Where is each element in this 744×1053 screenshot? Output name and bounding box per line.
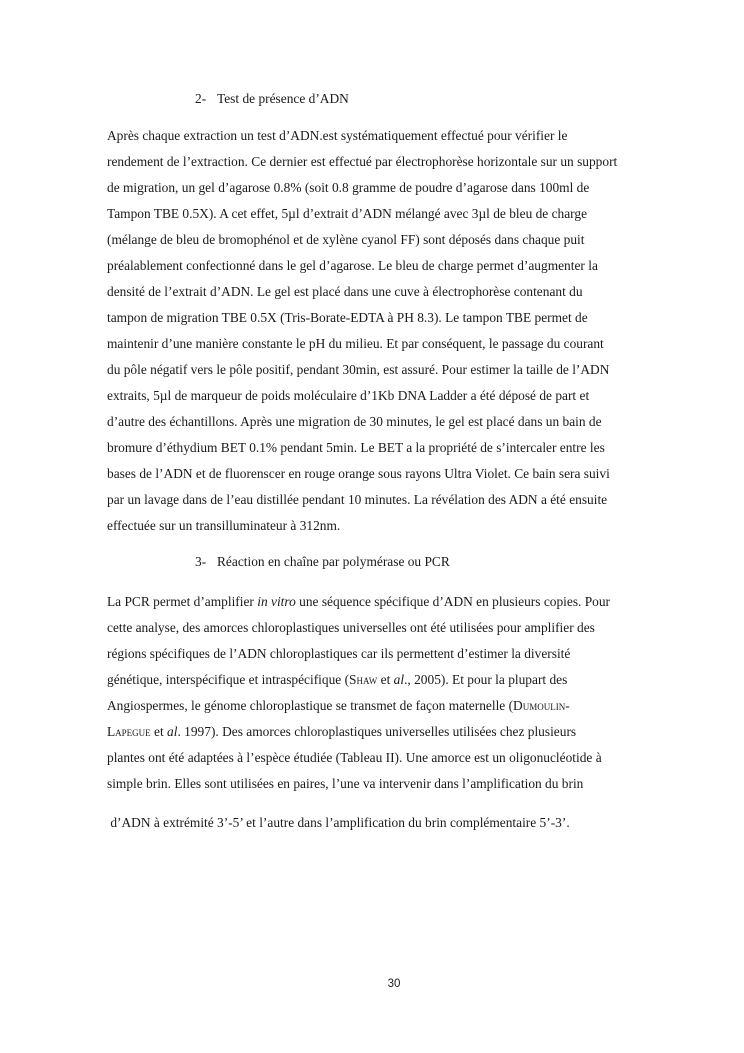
text-line: plantes ont été adaptées à l’espèce étudiée (Tableau II). Une amorce est un oligonucléotide à bbox=[107, 750, 602, 765]
text-line: du pôle négatif vers le pôle positif, pendant 30min, est assuré. Pour estimer la taille de l’ADN bbox=[107, 362, 610, 377]
citation-author: Shaw bbox=[349, 672, 378, 687]
text-run: ., 2005). Et pour la plupart des bbox=[404, 672, 568, 687]
text-run: La PCR permet d’amplifier bbox=[107, 594, 258, 609]
text-line: tampon de migration TBE 0.5X (Tris-Borate-EDTA à PH 8.3). Le tampon TBE permet de bbox=[107, 310, 588, 325]
text-line: par un lavage dans de l’eau distillée pendant 10 minutes. La révélation des ADN a été ensuite bbox=[107, 492, 608, 507]
section-number-2: 2- bbox=[195, 91, 207, 106]
text-run: . 1997). Des amorces chloroplastiques universelles utilisées chez plusieurs bbox=[177, 724, 577, 739]
text-line: d’ADN à extrémité 3’-5’ et l’autre dans l’amplification du brin complémentaire 5’-3’. bbox=[107, 815, 570, 830]
text-line: régions spécifiques de l’ADN chloroplastiques car ils permettent d’estimer la diversité bbox=[107, 646, 571, 661]
text-run: génétique, interspécifique et intraspécifique ( bbox=[107, 672, 350, 687]
italic-term: al bbox=[393, 672, 405, 687]
citation-author: Lapegue bbox=[107, 724, 151, 739]
italic-term: al bbox=[167, 724, 178, 739]
page-number: 30 bbox=[387, 978, 401, 990]
paragraph-dna-test bbox=[107, 127, 682, 535]
section-number-3: 3- bbox=[195, 554, 207, 569]
text-line bbox=[107, 723, 682, 749]
italic-term: in vitro bbox=[257, 594, 296, 609]
text-line: rendement de l’extraction. Ce dernier est effectué par électrophorèse horizontale sur un support bbox=[107, 154, 618, 169]
text-line: bases de l’ADN et de fluorenscer en rouge orange sous rayons Ultra Violet. Ce bain sera suivi bbox=[107, 466, 610, 481]
text-line: (mélange de bleu de bromophénol et de xylène cyanol FF) sont déposés dans chaque puit bbox=[107, 232, 585, 247]
text-run: une séquence spécifique d’ADN en plusieurs copies. Pour bbox=[295, 594, 611, 609]
text-line: Après chaque extraction un test d’ADN.est systématiquement effectué pour vérifier le bbox=[107, 128, 568, 143]
text-line: de migration, un gel d’agarose 0.8% (soit 0.8 gramme de poudre d’agarose dans 100ml de bbox=[107, 180, 590, 195]
text-run: et bbox=[150, 724, 168, 739]
section-heading-2 bbox=[195, 90, 349, 108]
text-line: cette analyse, des amorces chloroplastiques universelles ont été utilisées pour amplifier des bbox=[107, 620, 595, 635]
text-line: d’autre des échantillons. Après une migration de 30 minutes, le gel est placé dans un bain de bbox=[107, 414, 602, 429]
section-title-2: Test de présence d’ADN bbox=[217, 91, 349, 106]
text-line: effectuée sur un transilluminateur à 312nm. bbox=[107, 518, 341, 533]
text-line bbox=[107, 671, 682, 697]
text-line: bromure d’éthydium BET 0.1% pendant 5min. Le BET a la propriété de s’intercaler entre les bbox=[107, 440, 605, 455]
text-line: extraits, 5µl de marqueur de poids moléculaire d’1Kb DNA Ladder a été déposé de part et bbox=[107, 388, 590, 403]
text-run: et bbox=[377, 672, 394, 687]
text-line bbox=[107, 593, 682, 619]
text-line: préalablement confectionné dans le gel d’agarose. Le bleu de charge permet d’augmenter la bbox=[107, 258, 598, 273]
text-run: Angiospermes, le génome chloroplastique se transmet de façon maternelle ( bbox=[107, 698, 514, 713]
section-title-3: Réaction en chaîne par polymérase ou PCR bbox=[217, 554, 450, 569]
text-line: Tampon TBE 0.5X). A cet effet, 5µl d’extrait d’ADN mélangé avec 3µl de bleu de charge bbox=[107, 206, 588, 221]
text-line bbox=[107, 697, 682, 723]
text-line: maintenir d’une manière constante le pH du milieu. Et par conséquent, le passage du courant bbox=[107, 336, 604, 351]
paragraph-pcr-continued bbox=[107, 814, 682, 832]
citation-author: Dumoulin- bbox=[513, 698, 570, 713]
paragraph-pcr bbox=[107, 593, 682, 801]
text-line: simple brin. Elles sont utilisées en paires, l’une va intervenir dans l’amplification du brin bbox=[107, 776, 584, 791]
section-heading-3 bbox=[195, 553, 450, 571]
text-line: densité de l’extrait d’ADN. Le gel est placé dans une cuve à électrophorèse contenant du bbox=[107, 284, 583, 299]
